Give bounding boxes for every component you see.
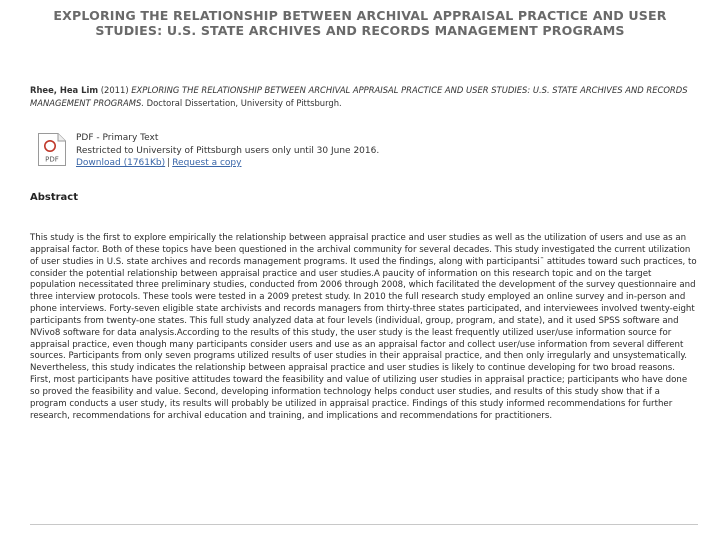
divider bbox=[30, 524, 698, 525]
page-title: EXPLORING THE RELATIONSHIP BETWEEN ARCHIVAL APPRAISAL PRACTICE AND USER STUDIES: U.S. STATE ARCHIVES AND RECORDS MANAGEMENT PROGRAMS bbox=[53, 8, 667, 38]
download-link[interactable]: Download (1761Kb) bbox=[76, 158, 166, 168]
pdf-icon-label: PDF bbox=[45, 155, 59, 164]
request-copy-link[interactable]: Request a copy bbox=[172, 158, 242, 168]
citation-title: EXPLORING THE RELATIONSHIP BETWEEN ARCHIVAL APPRAISAL PRACTICE AND USER STUDIES: U.S. STATE ARCHIVES AND RECORDS MANAGEMENT PROGRAMS. bbox=[30, 85, 688, 108]
document-format: PDF - Primary Text bbox=[76, 133, 159, 143]
action-separator: | bbox=[167, 158, 171, 168]
document-restriction: Restricted to University of Pittsburgh users only until 30 June 2016. bbox=[76, 145, 380, 156]
abstract-heading: Abstract bbox=[30, 192, 79, 203]
citation-suffix: Doctoral Dissertation, University of Pittsburgh. bbox=[146, 97, 342, 108]
citation bbox=[30, 84, 695, 109]
citation-author: Rhee, Hea Lim bbox=[30, 85, 99, 95]
pdf-document-icon[interactable] bbox=[37, 132, 67, 167]
abstract-text: This study is the first to explore empirically the relationship between appraisal practice and user studies as well as the utilization of users and use as an appraisal factor. Both of these topics have been questioned in the archival community for several decades. This study investigated the current utilization of user studies in U.S. state archives and records management programs. It used the findings, along with participantsi¯ attitudes toward such practices, to consider the potential relationship between appraisal practice and user studies.A paucity of information on this research topic and on the target population necessitated three preliminary studies, conducted from 2006 through 2008, which facilitated the development of the survey questionnaire and three interview protocols. These tools were tested in a 2009 pretest study. In 2010 the full research study employed an online survey and in-person and phone interviews. Forty-seven eligible state archivists and records managers from thirty-three states participated, and interviewees involved twenty-eight participants from twenty-one states. This full study analyzed data at four levels (individual, group, program, and state), and it used SPSS software and NVivo8 software for data analysis.According to the results of this study, the user study is the least frequently utilized user/use information source for appraisal practice, even though many participants consider users and use as an appraisal factor and collect user/use information from several different sources. Participants from only seven programs utilized results of user studies in their appraisal practice, and then only irregularly and unsystematically. Nevertheless, this study indicates the relationship between appraisal practice and user studies is likely to continue developing for two broad reasons. First, most participants have positive attitudes toward the feasibility and value of utilizing user studies in appraisal practice; participants who have done so proved the feasibility and value. Second, developing information technology helps conduct user studies, and results of this study show that if a program conducts a user study, its results will probably be utilized in appraisal practice. Findings of this study informed recommendations for further research, recommendations for archival education and training, and implications and recommendations for practitioners. bbox=[30, 233, 697, 421]
document-info bbox=[76, 132, 636, 170]
citation-year: (2011) bbox=[100, 85, 129, 95]
document-actions bbox=[76, 157, 636, 170]
